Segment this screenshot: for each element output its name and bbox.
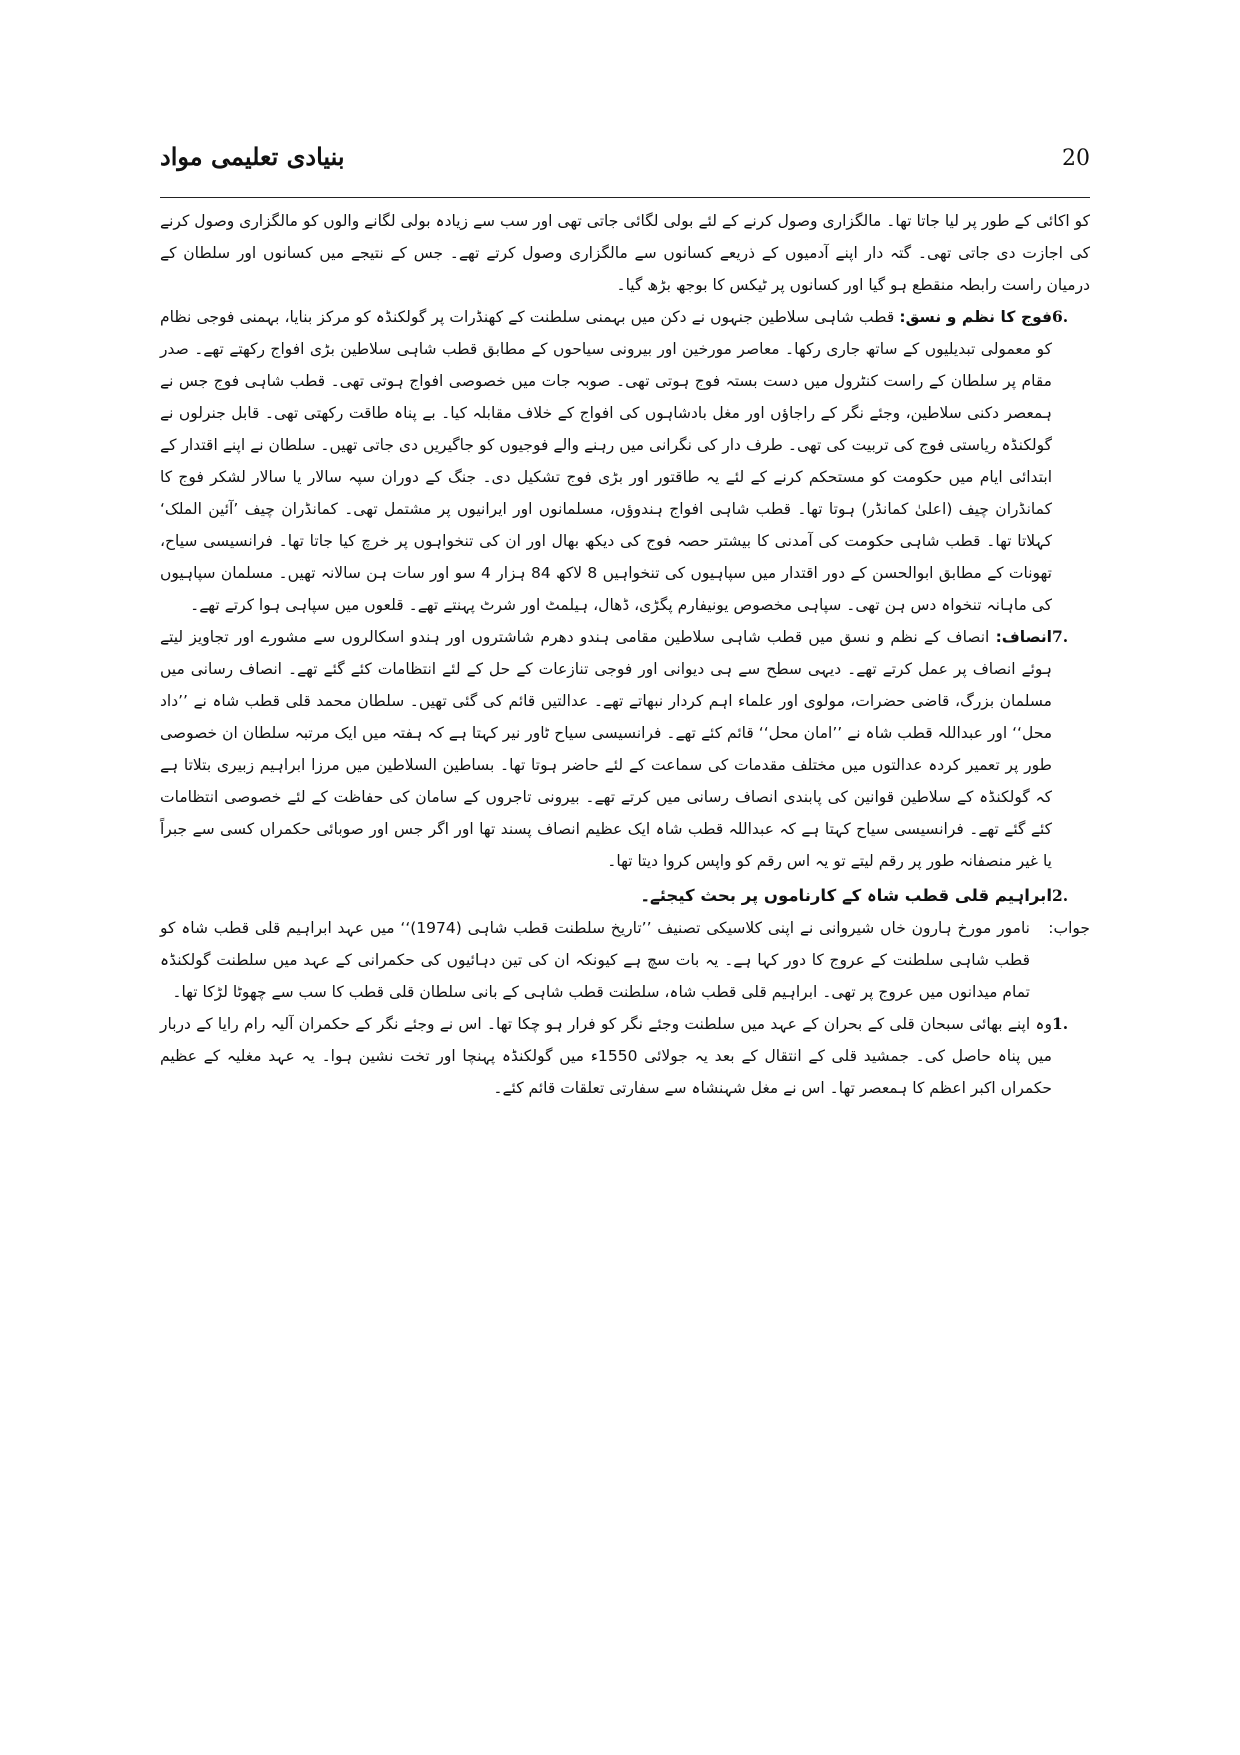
answer-label: جواب: xyxy=(1048,919,1090,937)
answer-block xyxy=(160,912,1090,1008)
item-7-number: 7. xyxy=(1052,627,1069,646)
page-body xyxy=(160,205,1090,1104)
item-7-body xyxy=(160,621,1052,877)
item-6-title: فوج کا نظم و نسق: xyxy=(899,308,1052,326)
item-6-number: 6. xyxy=(1052,307,1069,326)
item-7-justice xyxy=(160,621,1090,877)
answer-point-1-text: وہ اپنے بھائی سبحان قلی کے بحران کے عہد میں سلطنت وجئے نگر کو فرار ہو چکا تھا۔ اس نے وجئے نگر کے حکمران آلیہ رام رایا کے دربار میں پناہ حاصل کی۔ جمشید قلی کے انتقال کے بعد یہ جولائی 1550ء میں گولکنڈہ پہنچا اور تخت نشین ہوا۔ یہ عہد مغلیہ کے عظیم حکمراں اکبر اعظم کا ہمعصر تھا۔ اس نے مغل شہنشاہ سے سفارتی تعلقات قائم کئے۔ xyxy=(160,1015,1052,1097)
question-2-heading: ابراہیم قلی قطب شاہ کے کارناموں پر بحث کیجئے۔ xyxy=(640,886,1052,905)
answer-point-1-number: 1. xyxy=(1052,1014,1069,1033)
answer-point-1 xyxy=(160,1008,1090,1104)
item-6-military-administration xyxy=(160,301,1090,621)
question-2 xyxy=(160,880,1090,912)
intro-paragraph: کو اکائی کے طور پر لیا جاتا تھا۔ مالگزاری وصول کرنے کے لئے بولی لگائی جاتی تھی اور سب سے زیادہ بولی لگانے والوں کو مالگزاری وصول کرنے کی اجازت دی جاتی تھی۔ گتہ دار اپنے آدمیوں کے ذریعے کسانوں سے مالگزاری وصول کرتے تھے۔ جس کے نتیجے میں کسانوں اور سلطان کے درمیان راست رابطہ منقطع ہو گیا اور کسانوں پر ٹیکس کا بوجھ بڑھ گیا۔ xyxy=(160,212,1090,294)
running-title: بنیادی تعلیمی مواد xyxy=(160,142,345,171)
item-7-title: انصاف: xyxy=(995,628,1052,646)
page-header xyxy=(160,130,1090,190)
item-7-text: انصاف کے نظم و نسق میں قطب شاہی سلاطین مقامی ہندو دھرم شاشتروں اور ہندو اسکالروں سے مشورے اور تجاویز لیتے ہوئے انصاف پر عمل کرتے تھے۔ دیہی سطح سے ہی دیوانی اور فوجی تنازعات کے حل کے لئے انتظامات کئے گئے تھے۔ انصاف رسانی میں مسلمان بزرگ، قاضی حضرات، مولوی اور علماء اہم کردار نبھاتے تھے۔ عدالتیں قائم کی گئی تھیں۔ سلطان محمد قلی قطب شاہ نے ’’داد محل‘‘ اور عبداللہ قطب شاہ نے ’’امان محل‘‘ قائم کئے تھے۔ فرانسیسی سیاح ٹاور نیر کہتا ہے کہ ہفتہ میں ایک مرتبہ سلطان ان خصوصی طور پر تعمیر کردہ عدالتوں میں مختلف مقدمات کی سماعت کے لئے حاضر ہوتا تھا۔ بساطین السلاطین میں مرزا ابراہیم زبیری بتلاتا ہے کہ گولکنڈہ کے سلاطین قوانین کی پابندی انصاف رسانی میں کرتے تھے۔ بیرونی تاجروں کے سامان کی حفاظت کے لئے خصوصی انتظامات کئے گئے تھے۔ فرانسیسی سیاح کہتا ہے کہ عبداللہ قطب شاہ ایک عظیم انصاف پسند تھا اور اگر جس اور صوبائی حکمراں کسی سے جبراً یا غیر منصفانہ طور پر رقم لیتے تو یہ اس رقم کو واپس کروا دیتا تھا۔ xyxy=(160,628,1052,870)
question-2-number: 2. xyxy=(1052,886,1069,905)
item-6-text: قطب شاہی سلاطین جنہوں نے دکن میں بہمنی سلطنت کے کھنڈرات پر گولکنڈہ کو مرکز بنایا، بہمنی فوجی نظام کو معمولی تبدیلیوں کے ساتھ جاری رکھا۔ معاصر مورخین اور بیرونی سیاحوں کے مطابق قطب شاہی سلاطین بڑی افواج رکھتے تھے۔ صدر مقام پر سلطان کے راست کنٹرول میں دست بستہ فوج ہوتی تھی۔ صوبہ جات میں خصوصی افواج ہوتی تھی۔ قطب شاہی فوج جس نے ہمعصر دکنی سلاطین، وجئے نگر کے راجاؤں اور مغل بادشاہوں کی افواج کے خلاف مقابلہ کیا۔ بے پناہ طاقت رکھتی تھی۔ قابل جنرلوں نے گولکنڈہ ریاستی فوج کی تربیت کی تھی۔ طرف دار کی نگرانی میں رہنے والے فوجیوں کو جاگیریں دی جاتی تھیں۔ سلطان نے اپنے اقتدار کے ابتدائی ایام میں حکومت کو مستحکم کرنے کے لئے یہ طاقتور اور بڑی فوج تشکیل دی۔ جنگ کے دوران سپہ سالار یا سالار لشکر فوج کا کمانڈران چیف (اعلیٰ کمانڈر) ہوتا تھا۔ قطب شاہی افواج ہندوؤں، مسلمانوں اور ایرانیوں پر مشتمل تھی۔ کمانڈران چیف ’آئین الملک‘ کہلاتا تھا۔ قطب شاہی حکومت کی آمدنی کا بیشتر حصہ فوج کی دیکھ بھال اور ان کی تنخواہوں پر خرچ کیا جاتا تھا۔ فرانسیسی سیاح، تھونات کے مطابق ابوالحسن کے دور اقتدار میں سپاہیوں کی تنخواہیں 8 لاکھ 84 ہزار 4 سو اور سات ہن سالانہ تھیں۔ مسلمان سپاہیوں کی ماہانہ تنخواہ دس ہن تھی۔ سپاہی مخصوص یونیفارم پگڑی، ڈھال، ہیلمٹ اور شرٹ پہنتے تھے۔ قلعوں میں سپاہی ہوا کرتے تھے۔ xyxy=(160,308,1052,614)
answer-text: نامور مورخ ہارون خاں شیروانی نے اپنی کلاسیکی تصنیف ’’تاریخ سلطنت قطب شاہی (1974)‘‘ میں عہد ابراہیم قلی قطب شاہ کو قطب شاہی سلطنت کے عروج کا دور کہا ہے۔ یہ بات سچ ہے کیونکہ ان کی تین دہائیوں کی حکمرانی کے عہد میں سلطنت گولکنڈہ تمام میدانوں میں عروج پر تھی۔ ابراہیم قلی قطب شاہ، سلطنت قطب شاہی کے بانی سلطان قلی قطب کا سب سے چھوٹا لڑکا تھا۔ xyxy=(160,919,1030,1001)
item-6-body xyxy=(160,301,1052,621)
page-number: 20 xyxy=(1062,146,1090,171)
header-divider xyxy=(160,197,1090,198)
